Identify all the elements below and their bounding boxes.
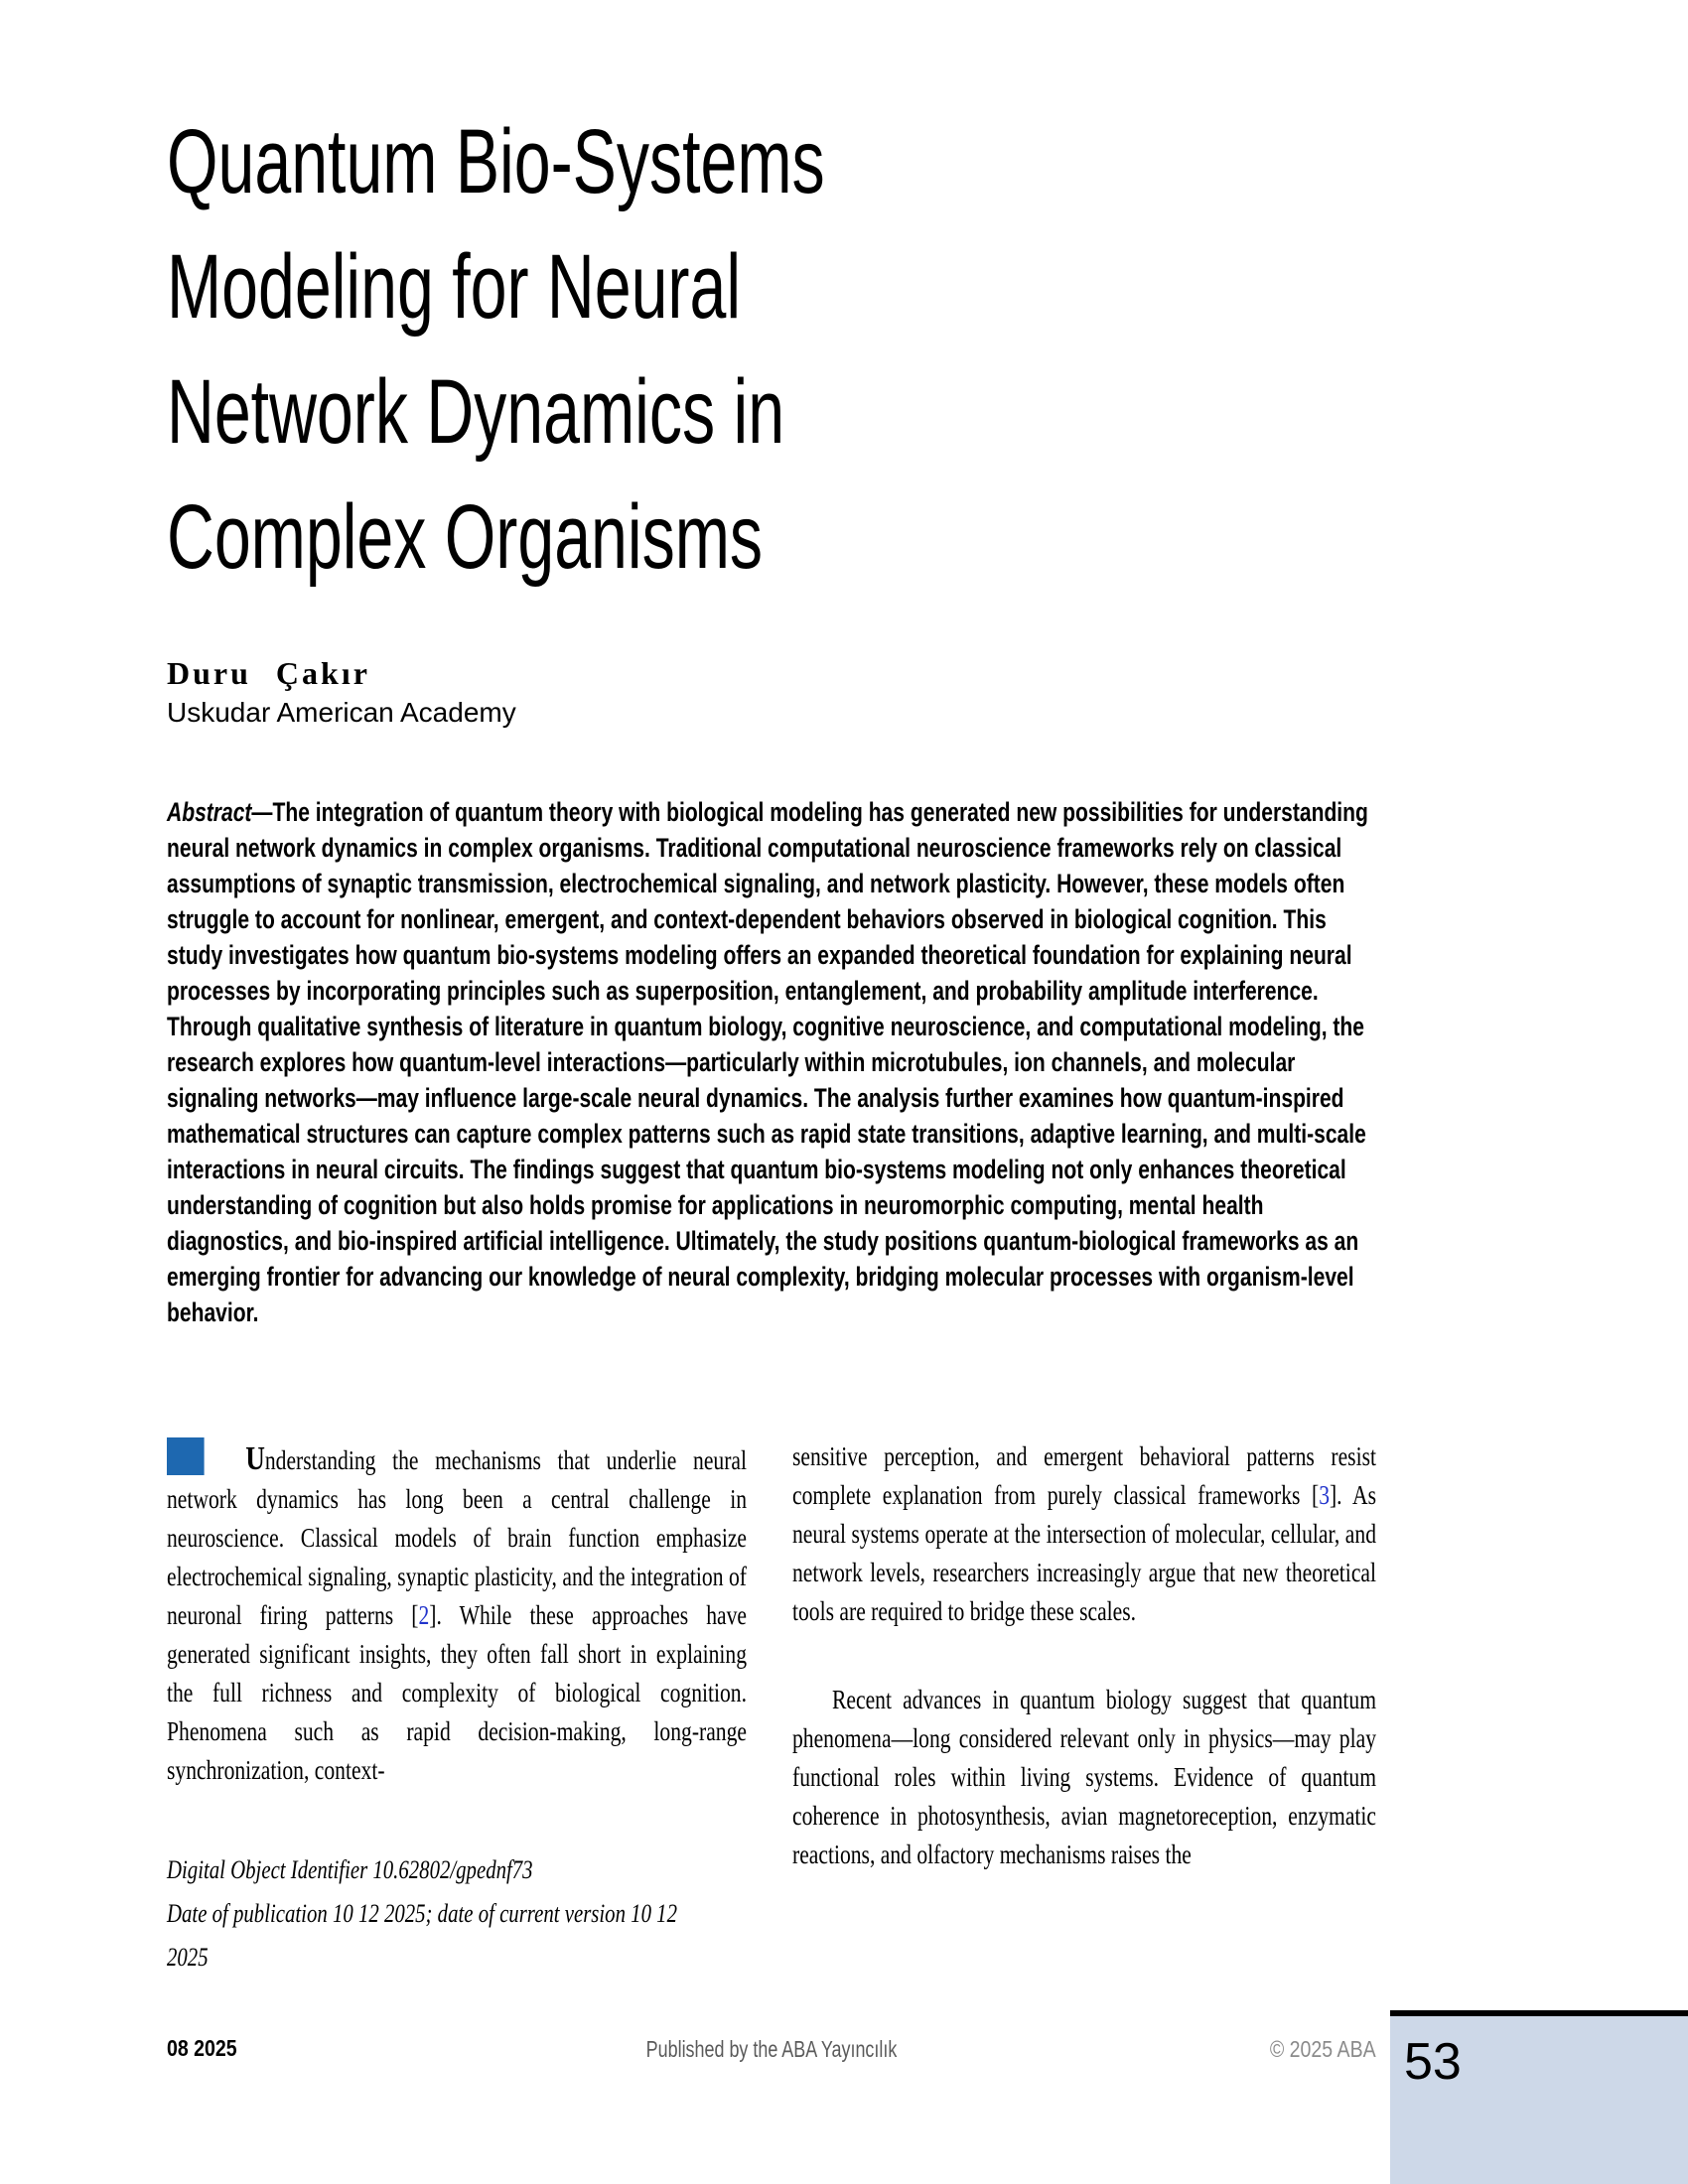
footer-publisher: Published by the ABA Yayıncılık [645, 2036, 898, 2062]
body-text-segment: ]. As neural systems operate at the intersection of molecular, cellular, and network levels, researchers increasingly argue that new theoretical tools are required to bridge these scales. [792, 1480, 1376, 1626]
body-text-segment: ]. While these approaches have generated significant insights, they often fall short in explaining the full richness and complexity of biological cognition. Phenomena such as rapid decision-making, long-range synchronization, context- [167, 1600, 747, 1785]
abstract-text: —The integration of quantum theory with biological modeling has generated new possibilities for understanding neural network dynamics in complex organisms. Traditional computational neuroscience frameworks rely on classical assumptions of synaptic transmission, electrochemical signaling, and network plasticity. However, these models often struggle to account for nonlinear, emergent, and context-dependent behaviors observed in biological cognition. This study investigates how quantum bio-systems modeling offers an expanded theoretical foundation for explaining neural processes by incorporating principles such as superposition, entanglement, and probability amplitude interference. Through qualitative synthesis of literature in quantum biology, cognitive neuroscience, and computational modeling, the research explores how quantum-level interactions—particularly within microtubules, ion channels, and molecular signaling networks—may influence large-scale neural dynamics. The analysis further examines how quantum-inspired mathematical structures can capture complex patterns such as rapid state transitions, adaptive learning, and multi-scale interactions in neural circuits. The findings suggest that quantum bio-systems modeling not only enhances theoretical understanding of cognition but also holds promise for applications in neuromorphic computing, mental health diagnostics, and bio-inspired artificial intelligence. Ultimately, the study positions quantum-biological frameworks as an emerging frontier for advancing our knowledge of neural complexity, bridging molecular processes with organism-level behavior. [167, 797, 1368, 1327]
page-number: 53 [1404, 2033, 1462, 2091]
footnote-block [167, 1848, 804, 1979]
drop-cap: U [245, 1440, 265, 1477]
body-column-right [792, 1437, 1376, 1874]
title-line-4: Complex Organisms [167, 486, 764, 588]
author-name: Duru Çakır [167, 655, 370, 691]
body-text-segment: nderstanding the mechanisms that underlie neural network dynamics has long been a central challenge in neuroscience. Classical models of brain function emphasize electrochemical signaling, synaptic plasticity, and the integration of neuronal firing patterns [ [167, 1445, 747, 1630]
body-paragraph-1 [167, 1437, 747, 1790]
body-text-segment: sensitive perception, and emergent behavioral patterns resist complete explanation from purely classical frameworks [ [792, 1441, 1376, 1510]
abstract-label: Abstract [167, 797, 252, 827]
footnote-publication-date-cont: 2025 [167, 1943, 209, 1972]
footnote-doi: Digital Object Identifier 10.62802/gpednf73 [167, 1855, 533, 1884]
paragraph-lead-square-icon [167, 1437, 205, 1475]
footer-copyright: © 2025 ABA [1270, 2036, 1376, 2062]
footnote-publication-date: Date of publication 10 12 2025; date of current version 10 12 [167, 1899, 677, 1928]
page-number-box [1390, 2010, 1688, 2184]
body-paragraph-1-continued [792, 1437, 1376, 1631]
title-line-2: Modeling for Neural [167, 236, 742, 338]
author-affiliation: Uskudar American Academy [167, 697, 516, 728]
title-line-1: Quantum Bio-Systems [167, 111, 825, 212]
footer-issue-date: 08 2025 [167, 2035, 237, 2061]
title-line-3: Network Dynamics in [167, 361, 785, 463]
paper-title [167, 99, 825, 600]
reference-link-2[interactable]: 2 [418, 1600, 430, 1630]
body-column-left [167, 1437, 747, 1790]
abstract-paragraph [167, 794, 1375, 1330]
reference-link-3[interactable]: 3 [1319, 1480, 1330, 1510]
body-paragraph-2: Recent advances in quantum biology suggest that quantum phenomena—long considered relevant only in physics—may play functional roles within living systems. Evidence of quantum coherence in photosynthesis, avian magnetoreception, enzymatic reactions, and olfactory mechanisms raises the [792, 1685, 1376, 1869]
